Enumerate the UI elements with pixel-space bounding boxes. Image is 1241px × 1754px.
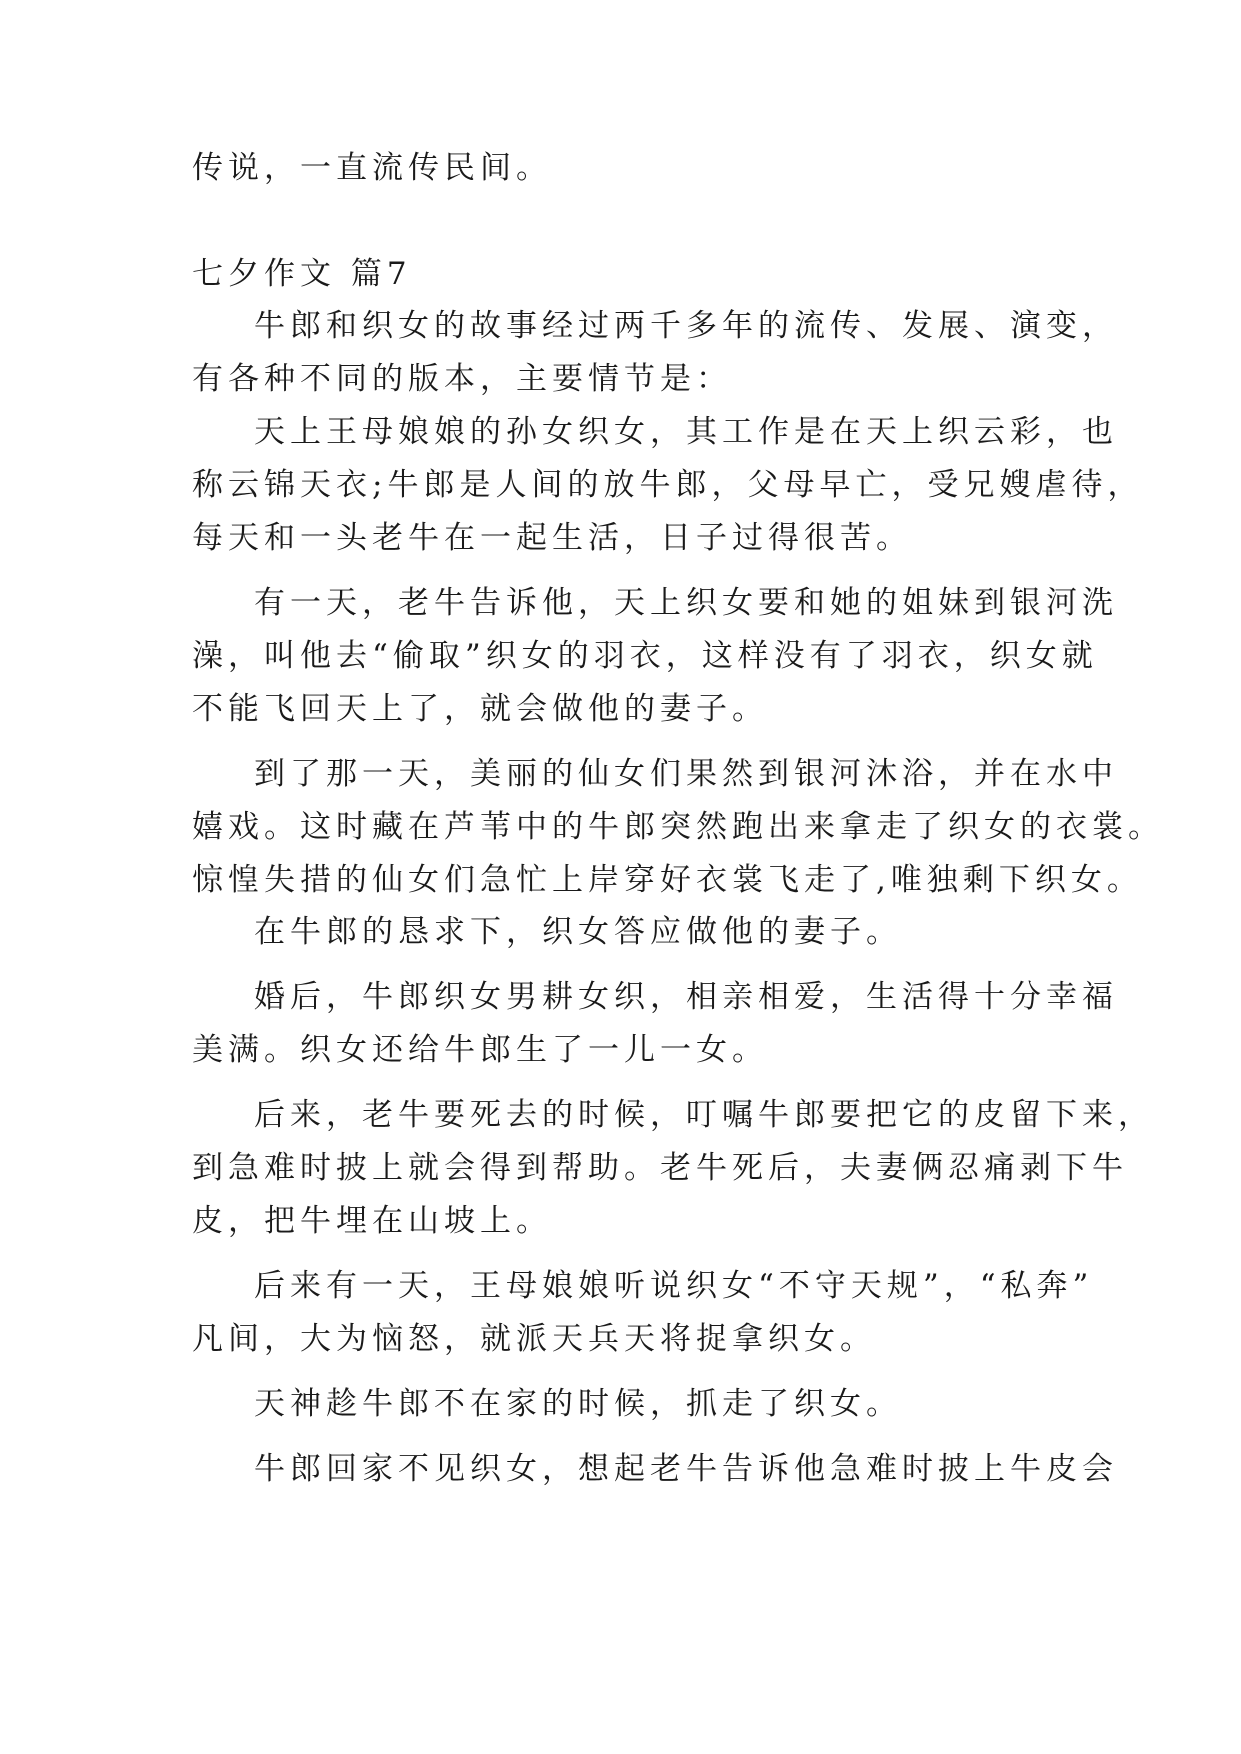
section-heading: 七夕作文 篇7: [192, 256, 412, 292]
text-line: 惊惶失措的仙女们急忙上岸穿好衣裳飞走了,唯独剩下织女。: [192, 862, 1143, 898]
text-line: 天上王母娘娘的孙女织女，其工作是在天上织云彩，也: [254, 414, 1118, 450]
text-line: 有各种不同的版本，主要情节是：: [192, 361, 732, 397]
text-line: 到急难时披上就会得到帮助。老牛死后，夫妻俩忍痛剥下牛: [192, 1150, 1128, 1186]
text-line: 皮，把牛埋在山坡上。: [192, 1203, 552, 1239]
text-line: 到了那一天，美丽的仙女们果然到银河沐浴，并在水中: [254, 756, 1118, 792]
text-line: 不能飞回天上了，就会做他的妻子。: [192, 691, 768, 727]
text-line: 有一天，老牛告诉他，天上织女要和她的姐妹到银河洗: [254, 585, 1118, 621]
text-line: 在牛郎的恳求下，织女答应做他的妻子。: [254, 914, 902, 950]
text-line: 澡，叫他去“偷取”织女的羽衣，这样没有了羽衣，织女就: [192, 638, 1098, 674]
text-line: 嬉戏。这时藏在芦苇中的牛郎突然跑出来拿走了织女的衣裳。: [192, 809, 1164, 845]
text-line: 凡间，大为恼怒，就派天兵天将捉拿织女。: [192, 1321, 876, 1357]
text-line: 称云锦天衣;牛郎是人间的放牛郎，父母早亡，受兄嫂虐待，: [192, 467, 1144, 503]
carryover-line: 传说，一直流传民间。: [192, 150, 552, 186]
text-line: 后来有一天，王母娘娘听说织女“不守天规”，“私奔”: [254, 1268, 1094, 1304]
text-line: 每天和一头老牛在一起生活，日子过得很苦。: [192, 520, 912, 556]
text-line: 牛郎回家不见织女，想起老牛告诉他急难时披上牛皮会: [254, 1451, 1118, 1487]
text-line: 后来，老牛要死去的时候，叮嘱牛郎要把它的皮留下来，: [254, 1097, 1154, 1133]
text-line: 天神趁牛郎不在家的时候，抓走了织女。: [254, 1386, 902, 1422]
text-line: 牛郎和织女的故事经过两千多年的流传、发展、演变，: [254, 308, 1118, 344]
text-line: 婚后，牛郎织女男耕女织，相亲相爱，生活得十分幸福: [254, 979, 1118, 1015]
text-line: 美满。织女还给牛郎生了一儿一女。: [192, 1032, 768, 1068]
